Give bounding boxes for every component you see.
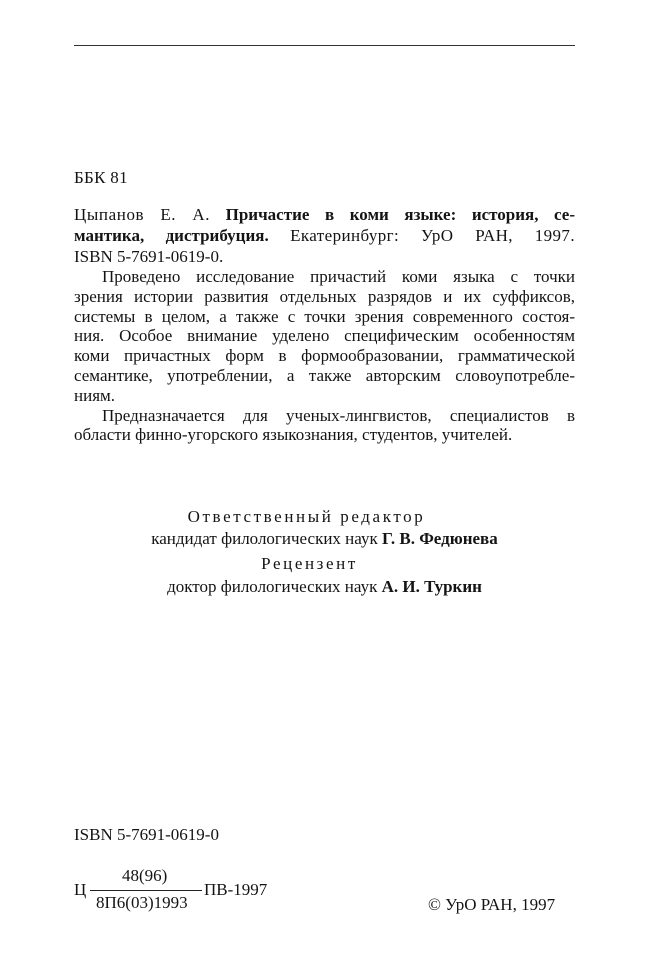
reviewer-name: А. И. Туркин [381,577,482,596]
abstract-line: семантике, употреблении, а также авторским словоупотребле- [74,365,575,385]
bib-title-part-2: мантика, дистрибуция. [74,226,269,245]
purpose-line: области финно-угорского языкознания, студентов, учителей. [74,425,513,445]
abstract-line: ния. Особое внимание уделено специфическим особенностям [74,326,575,346]
bib-line-1 [74,204,575,225]
editor-name: Г. В. Федюнева [381,529,498,548]
code-denominator: 8П6(03)1993 [96,893,188,912]
code-prefix: Ц [74,880,87,899]
reviewer-degree: доктор филологических наук [167,577,378,596]
bib-title-part-1: Причастие в коми языке: история, се- [225,205,575,224]
code-suffix: ПВ-1997 [204,880,268,899]
abstract-line: системы в целом, а также с точки зрения современного состоя- [74,306,575,326]
copyright-notice: © УрО РАН, 1997 [428,895,556,914]
abstract-line: Проведено исследование причастий коми языка с точки [102,267,575,286]
code-numerator: 48(96) [122,866,168,885]
footer-isbn: ISBN 5-7691-0619-0 [74,825,219,844]
editor-degree: кандидат филологических наук [151,529,378,548]
bibliographic-record [74,204,575,267]
editor-line [74,528,575,550]
top-rule [74,45,575,46]
code-fraction-bar [90,890,202,891]
abstract [74,267,575,445]
publication-code [74,866,304,916]
reviewer-role: Рецензент [261,554,358,573]
bib-line-2 [74,225,575,246]
purpose-line: Предназначается для ученых-лингвистов, специалистов в [102,405,575,425]
bbk-index: ББК 81 [74,168,128,187]
bib-author: Цыпанов Е. А. [74,205,211,224]
bib-isbn: ISBN 5-7691-0619-0. [74,247,224,266]
abstract-line: ниям. [74,385,116,405]
abstract-line: зрения истории развития отдельных разрядов и их суффиксов, [74,286,575,306]
abstract-line: коми причастных форм в формообразовании, грамматической [74,346,575,366]
credits-block [74,506,575,598]
bib-publisher: Екатеринбург: УрО РАН, 1997. [290,226,575,245]
editor-role: Ответственный редактор [187,507,426,526]
reviewer-line [74,576,575,598]
